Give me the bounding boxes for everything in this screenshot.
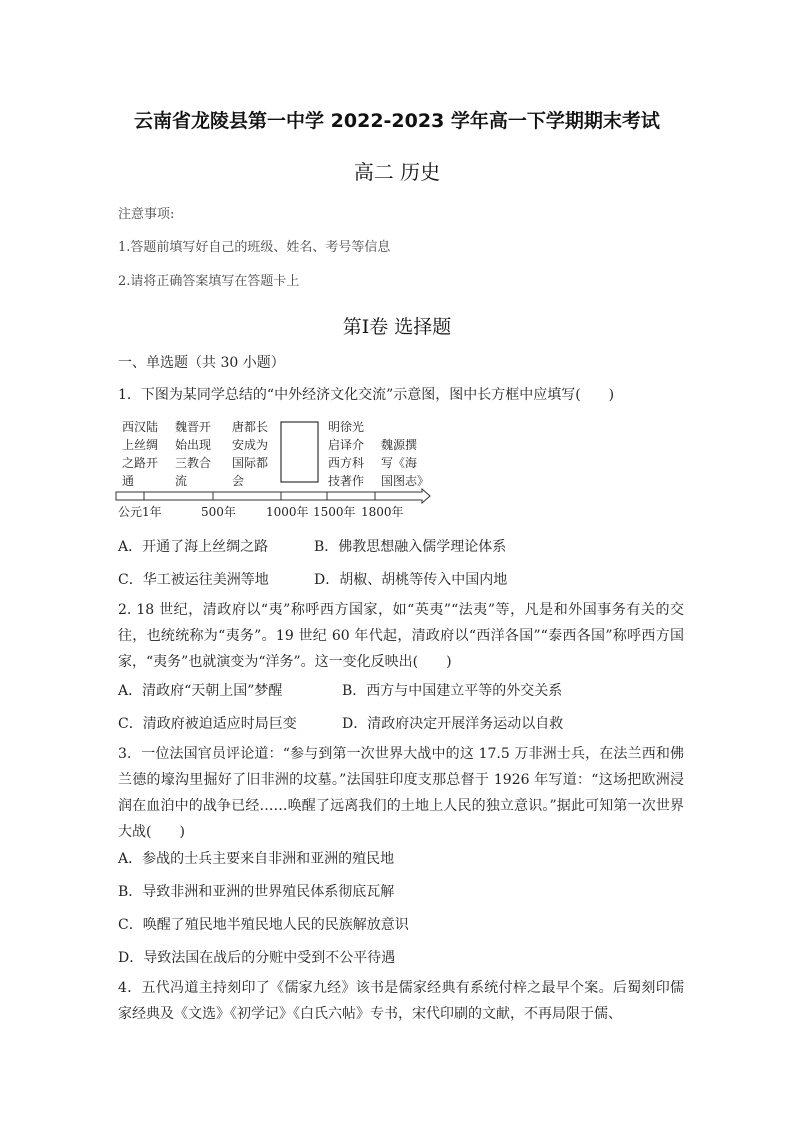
timeline-tick-label: 500年: [201, 505, 236, 519]
option-c: C．清政府被迫适应时局巨变: [118, 716, 297, 732]
notes-item: 2.请将正确答案填写在答题卡上: [118, 274, 300, 289]
option-b: B．西方与中国建立平等的外交关系: [342, 683, 563, 699]
option-b: B．导致非洲和亚洲的世界殖民体系彻底瓦解: [118, 884, 395, 900]
timeline-event: 明徐光 启译介 西方科 技著作: [328, 420, 365, 488]
timeline-tick-label: 1500年: [313, 505, 356, 519]
option-b: B．佛教思想融入儒学理论体系: [314, 539, 507, 555]
part-heading: 一、单选题（共 30 小题）: [118, 355, 285, 371]
exam-subtitle: 高二 历史: [353, 160, 441, 184]
question-stem: 4．五代冯道主持刻印了《儒家九经》该书是儒家经典有系统付梓之最早个案。后蜀刻印儒家经典及《文选》《初学记》《白氏六帖》专书，宋代印刷的文献，不再局限于儒、: [118, 980, 684, 1022]
arrow-bar: [116, 489, 430, 503]
timeline-event: 魏晋开 始出现 三教合 流: [175, 420, 212, 488]
option-d: D．胡椒、胡桃等传入中国内地: [314, 572, 508, 588]
exam-title: 云南省龙陵县第一中学 2022-2023 学年高一下学期期末考试: [134, 110, 660, 132]
option-c: C．华工被运往美洲等地: [118, 572, 269, 588]
option-d: D．导致法国在战后的分赃中受到不公平待遇: [118, 950, 396, 966]
timeline-tick-label: 1800年: [361, 505, 404, 519]
section-title: 第Ⅰ卷 选择题: [342, 316, 452, 338]
timeline-tick-label: 公元1年: [118, 505, 162, 519]
option-a: A．开通了海上丝绸之路: [118, 539, 269, 555]
question-stem: 1．下图为某同学总结的“中外经济文化交流”示意图，图中长方框中应填写( ): [118, 387, 615, 403]
option-d: D．清政府决定开展洋务运动以自救: [342, 716, 564, 732]
timeline-event: 西汉陆 上丝绸 之路开 通: [122, 420, 159, 488]
timeline-event: 唐都长 安成为 国际都 会: [232, 420, 269, 488]
blank-box: [281, 422, 318, 482]
question-stem: 2. 18 世纪，清政府以“夷”称呼西方国家，如“英夷”“法夷”等，凡是和外国事务有关的交往，也统统称为“夷务”。19 世纪 60 年代起，清政府以“西洋各国”“泰西各国”称呼西方国家，“夷务”也就演变为“洋务”。这一变化反映出( ): [118, 602, 684, 670]
option-c: C．唤醒了殖民地半殖民地人民的民族解放意识: [118, 917, 409, 933]
option-a: A．参战的士兵主要来自非洲和亚洲的殖民地: [118, 851, 395, 867]
question-stem: 3．一位法国官员评论道：“参与到第一次世界大战中的这 17.5 万非洲士兵，在法兰西和佛兰德的壕沟里掘好了旧非洲的坟墓。”法国驻印度支那总督于 1926 年写道：“这场把欧洲浸润在血泊中的战争已经……唤醒了远离我们的土地上人民的独立意识。”据此可知第一次世界大战( ): [118, 746, 684, 840]
timeline-tick-label: 1000年: [266, 505, 309, 519]
timeline-axis: [112, 414, 442, 514]
notes-heading: 注意事项:: [118, 207, 175, 222]
option-a: A．清政府“天朝上国”梦醒: [118, 683, 283, 699]
notes-item: 1.答题前填写好自己的班级、姓名、考号等信息: [118, 240, 391, 255]
timeline-event: 魏源撰 写《海 国图志》: [381, 438, 430, 488]
